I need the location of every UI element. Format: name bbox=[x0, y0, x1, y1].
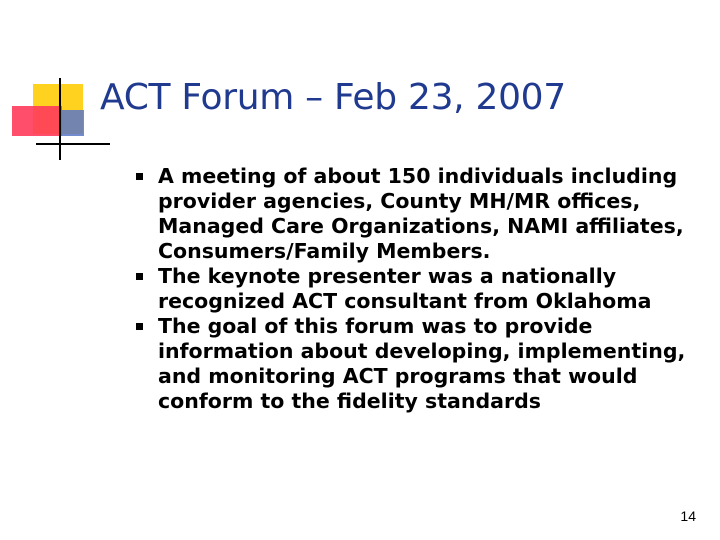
square-bullet-icon bbox=[136, 323, 143, 330]
decoration-red-block bbox=[12, 106, 62, 136]
slide-decoration-blocks bbox=[0, 0, 110, 170]
bullet-item bbox=[136, 164, 701, 264]
page-number: 14 bbox=[680, 508, 696, 524]
bullet-list bbox=[136, 164, 701, 414]
bullet-text: The keynote presenter was a nationally recognized ACT consultant from Oklahoma bbox=[158, 264, 652, 313]
bullet-text: The goal of this forum was to provide information about developing, implementing, and monitoring ACT programs that would conform to the fidelity standards bbox=[158, 314, 686, 413]
bullet-text: A meeting of about 150 individuals including provider agencies, County MH/MR offices, Managed Care Organizations, NAMI affiliates, Consumers/Family Members. bbox=[158, 164, 684, 263]
slide-title: ACT Forum – Feb 23, 2007 bbox=[100, 77, 566, 118]
bullet-item bbox=[136, 264, 701, 314]
square-bullet-icon bbox=[136, 273, 143, 280]
square-bullet-icon bbox=[136, 173, 143, 180]
bullet-item bbox=[136, 314, 701, 414]
decoration-blue-block bbox=[60, 110, 84, 136]
